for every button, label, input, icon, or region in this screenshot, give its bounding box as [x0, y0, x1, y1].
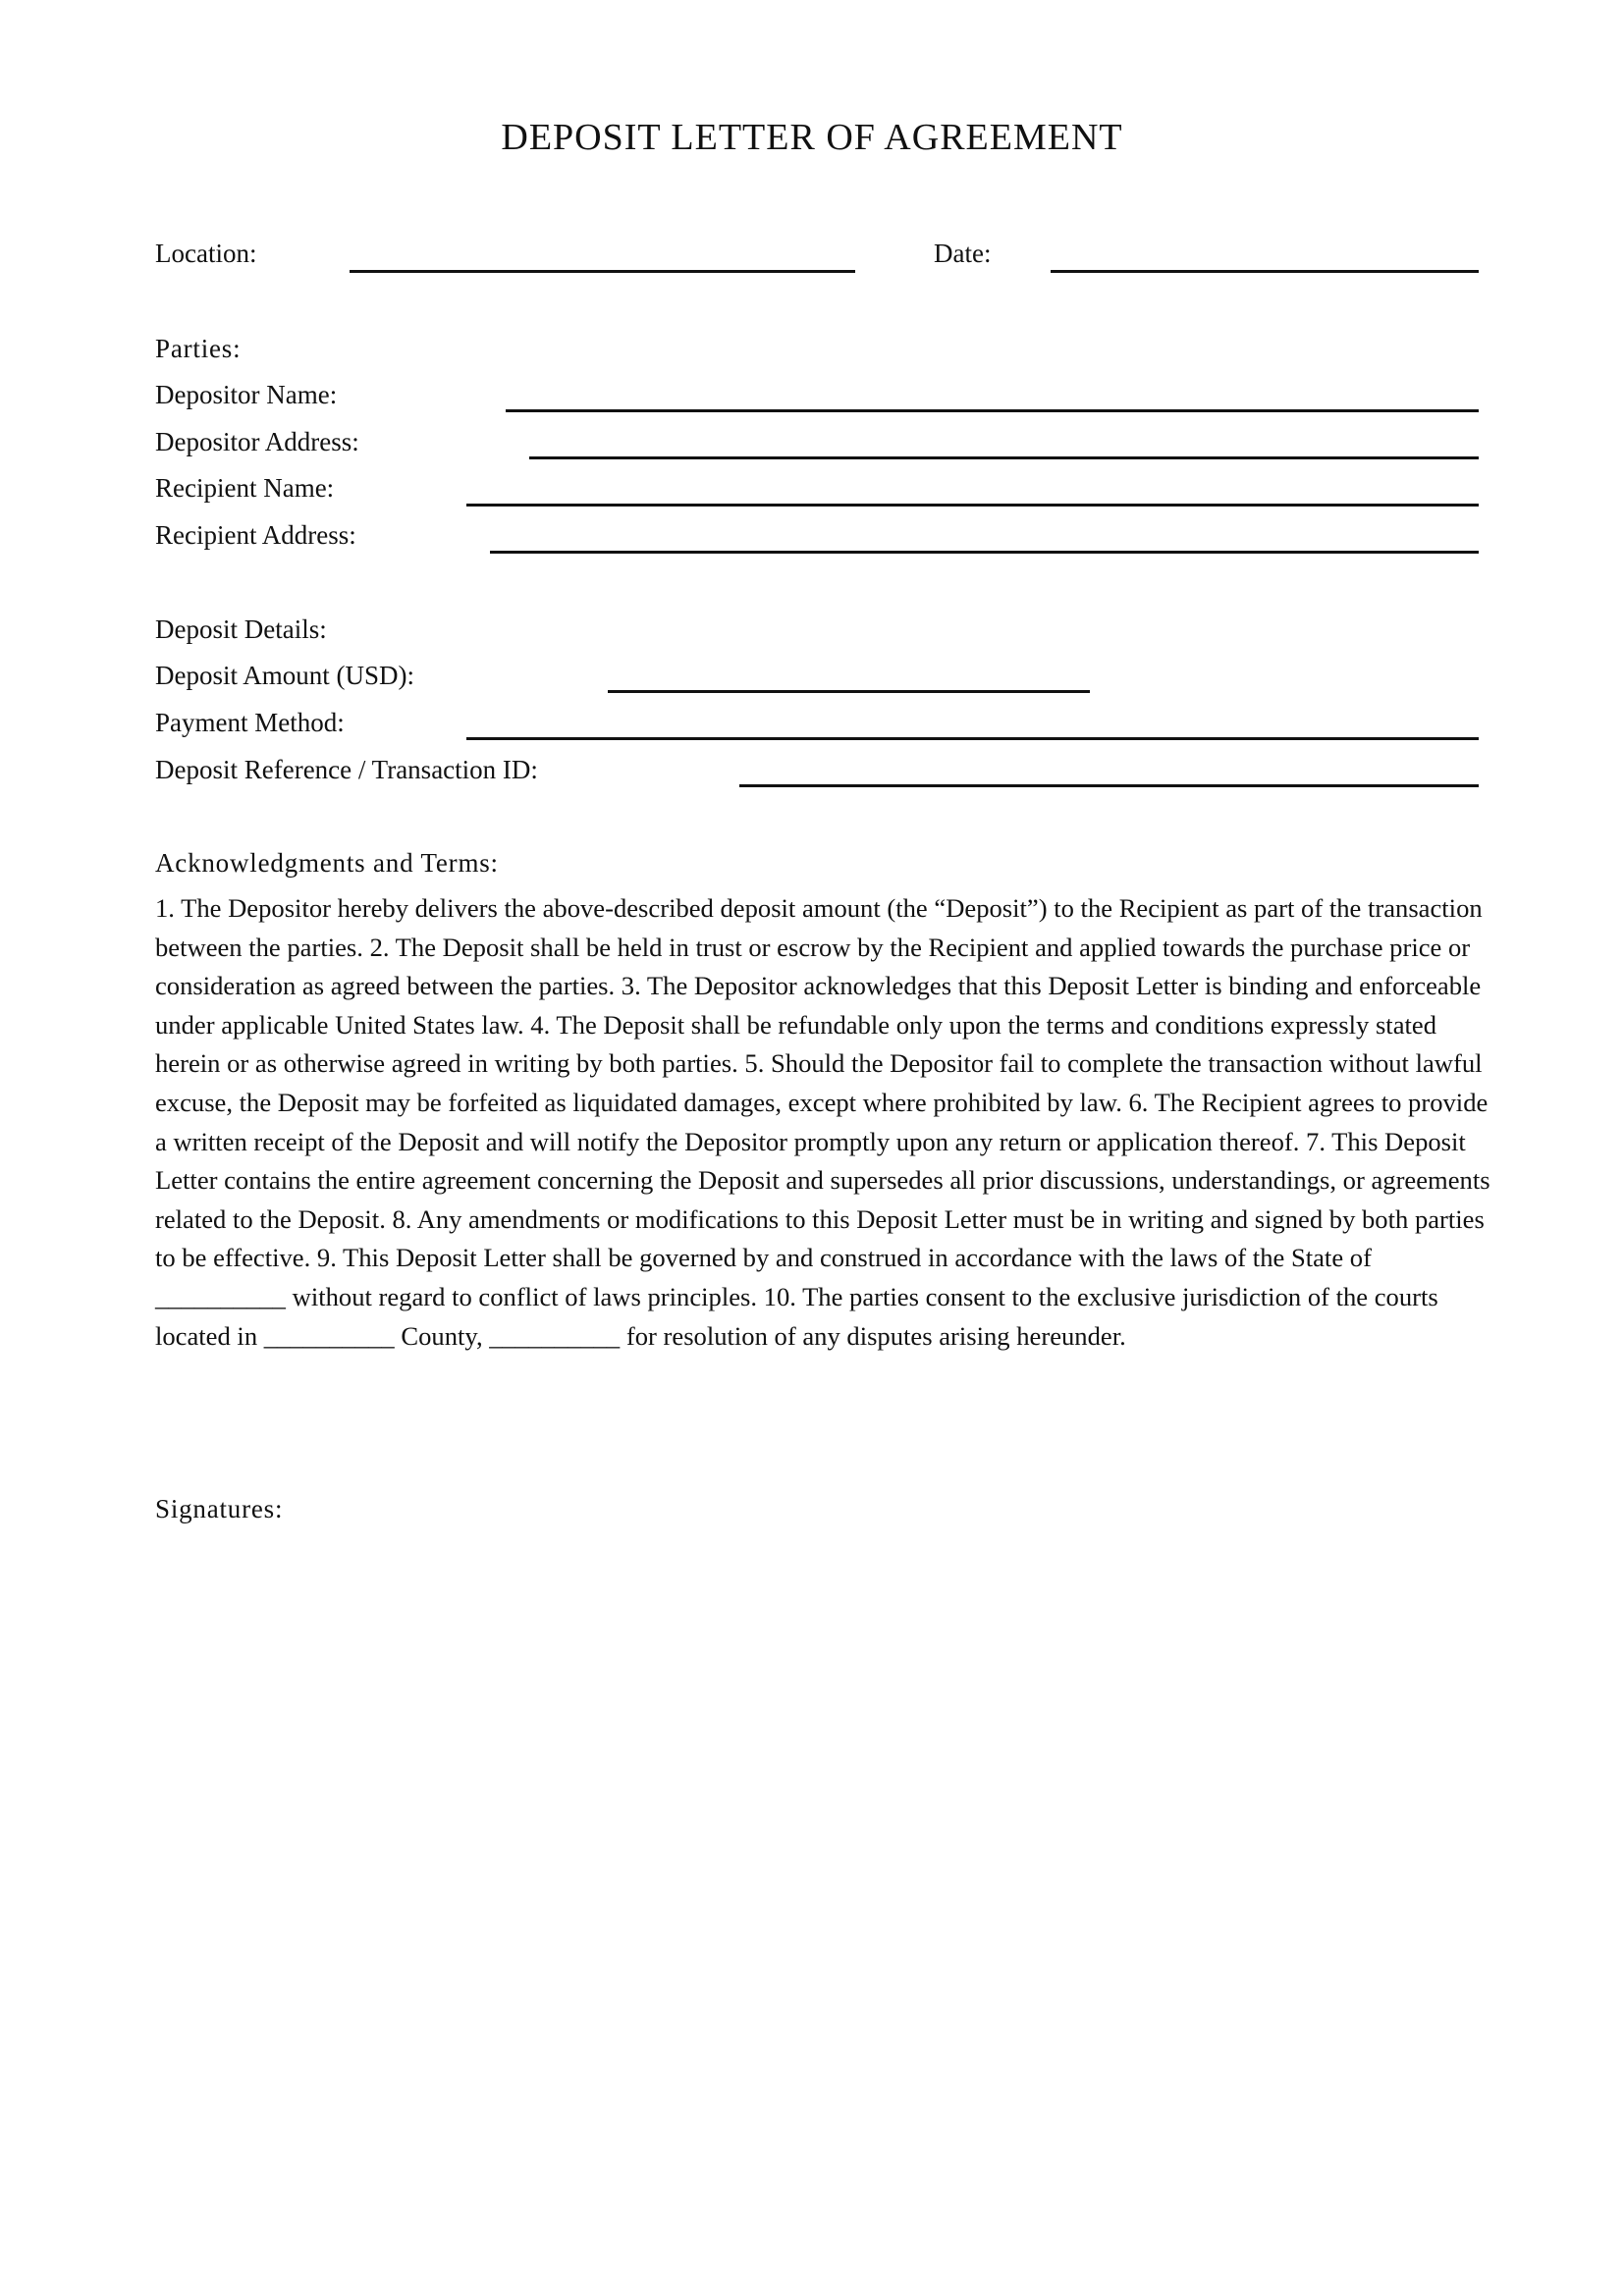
- deposit-amount-label: Deposit Amount (USD):: [155, 661, 415, 690]
- deposit-reference-label: Deposit Reference / Transaction ID:: [155, 755, 538, 784]
- depositor-name-label: Depositor Name:: [155, 380, 338, 409]
- recipient-name-field-line[interactable]: [466, 504, 1479, 507]
- payment-method-field-line[interactable]: [466, 737, 1479, 740]
- recipient-name-label: Recipient Name:: [155, 473, 335, 503]
- terms-body: 1. The Depositor hereby delivers the above-described deposit amount (the “Deposit”) to the Recipient as part of the transaction between the parties. 2. The Deposit shall be held in trust or escrow by the Recipient and applied towards the purchase price or consideration as agreed between the parties. 3. The Depositor acknowledges that this Deposit Letter is binding and enforceable under applicable United States law. 4. The Deposit shall be refundable only upon the terms and conditions expressly stated herein or as otherwise agreed in writing by both parties. 5. Should the Depositor fail to complete the transaction without lawful excuse, the Deposit may be forfeited as liquidated damages, except where prohibited by law. 6. The Recipient agrees to provide a written receipt of the Deposit and will notify the Depositor promptly upon any return or application thereof. 7. This Deposit Letter contains the entire agreement concerning the Deposit and supersedes all prior discussions, understandings, or agreements related to the Deposit. 8. Any amendments or modifications to this Deposit Letter must be in writing and signed by both parties to be effective. 9. This Deposit Letter shall be governed by and construed in accordance with the laws of the State of __________ without regard to conflict of laws principles. 10. The parties consent to the exclusive jurisdiction of the courts located in __________ County, __________ for resolution of any disputes arising hereunder.: [155, 893, 1490, 1351]
- deposit-reference-field-line[interactable]: [739, 784, 1479, 787]
- recipient-address-field-line[interactable]: [490, 551, 1479, 554]
- payment-method-label: Payment Method:: [155, 708, 345, 737]
- parties-heading: Parties:: [155, 334, 242, 363]
- terms-heading: Acknowledgments and Terms:: [155, 848, 499, 878]
- location-label: Location:: [155, 239, 257, 268]
- signatures-heading: Signatures:: [155, 1494, 284, 1523]
- location-field-line[interactable]: [350, 270, 855, 273]
- document-title: DEPOSIT LETTER OF AGREEMENT: [501, 117, 1123, 158]
- deposit-amount-field-line[interactable]: [608, 690, 1090, 693]
- deposit-details-heading: Deposit Details:: [155, 614, 327, 644]
- date-field-line[interactable]: [1051, 270, 1479, 273]
- date-label: Date:: [934, 239, 992, 268]
- depositor-address-label: Depositor Address:: [155, 427, 359, 456]
- recipient-address-label: Recipient Address:: [155, 520, 356, 550]
- depositor-name-field-line[interactable]: [506, 409, 1479, 412]
- depositor-address-field-line[interactable]: [529, 456, 1479, 459]
